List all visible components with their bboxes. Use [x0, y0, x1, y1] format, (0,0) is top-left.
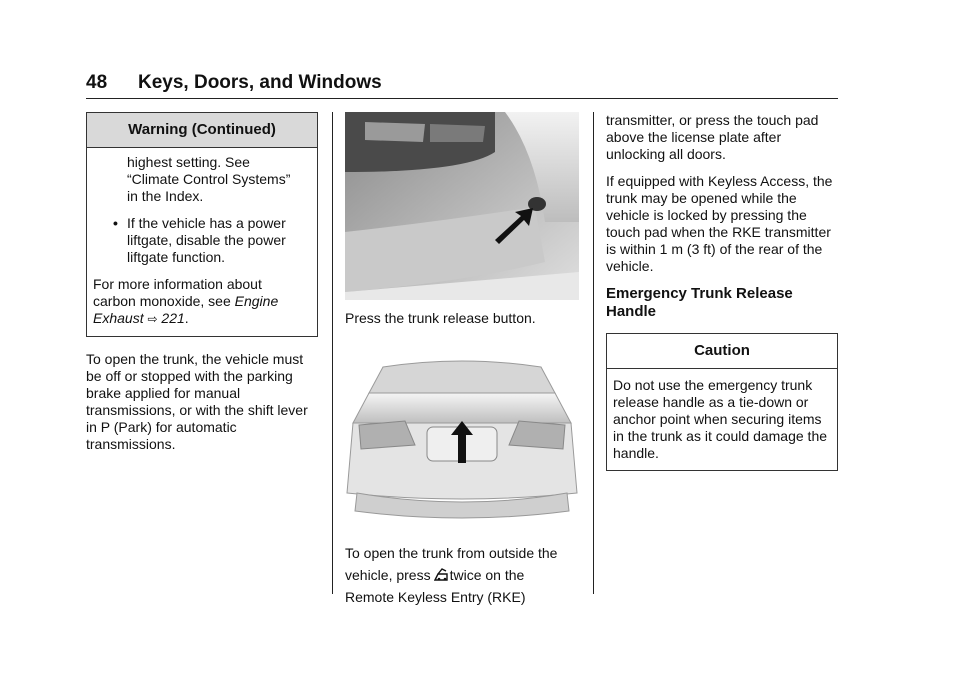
figure-2-caption: [345, 543, 579, 607]
warning-body: [87, 148, 317, 336]
text-line: To open the trunk from outside the: [345, 545, 558, 561]
text-line: “Climate Control Systems”: [127, 171, 291, 187]
keyless-access-paragraph: If equipped with Keyless Access, the trunk may be opened while the vehicle is locked by pressing the touch pad when the RKE transmitter is within 1 m (3 ft) of the rear of the vehicle.: [606, 173, 833, 274]
engine-exhaust-link[interactable]: Engine: [234, 293, 279, 309]
warning-bullet: [93, 215, 311, 266]
text-run: twice on the: [449, 567, 525, 583]
column-1: [86, 112, 318, 453]
header-rule: [86, 98, 838, 99]
text-run: .: [184, 310, 189, 326]
caution-body: Do not use the emergency trunk release handle as a tie-down or anchor point when securing items in the trunk as it could damage the handle.: [613, 377, 828, 461]
section-title: Keys, Doors, and Windows: [138, 72, 382, 93]
warning-box: [86, 112, 318, 337]
text-line: highest setting. See: [127, 154, 250, 170]
caution-title: Caution: [607, 334, 837, 369]
trunk-open-icon: [434, 567, 448, 581]
trunk-release-button-photo-icon: [345, 112, 579, 300]
more-info-paragraph: [93, 276, 311, 328]
column-3: [606, 112, 838, 471]
text-line: Remote Keyless Entry (RKE): [345, 589, 526, 605]
trunk-open-paragraph: To open the trunk, the vehicle must be off or stopped with the parking brake applied for manual transmissions, or with the shift lever in P (Park) for automatic transmissions.: [86, 351, 308, 452]
page-number: 48: [86, 72, 108, 93]
page-ref-number[interactable]: 221: [157, 310, 185, 326]
warning-continued-text: [93, 154, 311, 205]
text-line: liftgate function.: [127, 249, 226, 265]
text-run: vehicle, press: [345, 567, 431, 583]
paragraph: transmitter, or press the touch pad above the license plate after unlocking all doors.: [606, 112, 819, 162]
bullet-icon: •: [113, 215, 118, 231]
subheading: Emergency Trunk Release Handle: [606, 285, 793, 320]
text-line: [93, 310, 311, 328]
warning-title: Warning (Continued): [87, 113, 317, 148]
text-line: If the vehicle has a power: [127, 215, 286, 231]
text-line: [93, 293, 311, 310]
text-run: carbon monoxide, see: [93, 293, 235, 309]
figure-1-caption: Press the trunk release button.: [345, 310, 536, 326]
text-line: For more information about: [93, 276, 262, 292]
page-ref-arrow-icon: ⇨: [147, 312, 158, 326]
page-header: [86, 72, 838, 100]
column-2: [345, 112, 579, 607]
text-line: [345, 563, 579, 587]
vehicle-rear-trunk-photo-icon: [345, 353, 579, 529]
column-divider: [593, 112, 594, 594]
engine-exhaust-link-cont[interactable]: Exhaust: [93, 310, 144, 326]
column-divider: [332, 112, 333, 594]
caution-box: [606, 333, 838, 471]
text-line: in the Index.: [127, 188, 204, 204]
text-line: liftgate, disable the power: [127, 232, 286, 248]
